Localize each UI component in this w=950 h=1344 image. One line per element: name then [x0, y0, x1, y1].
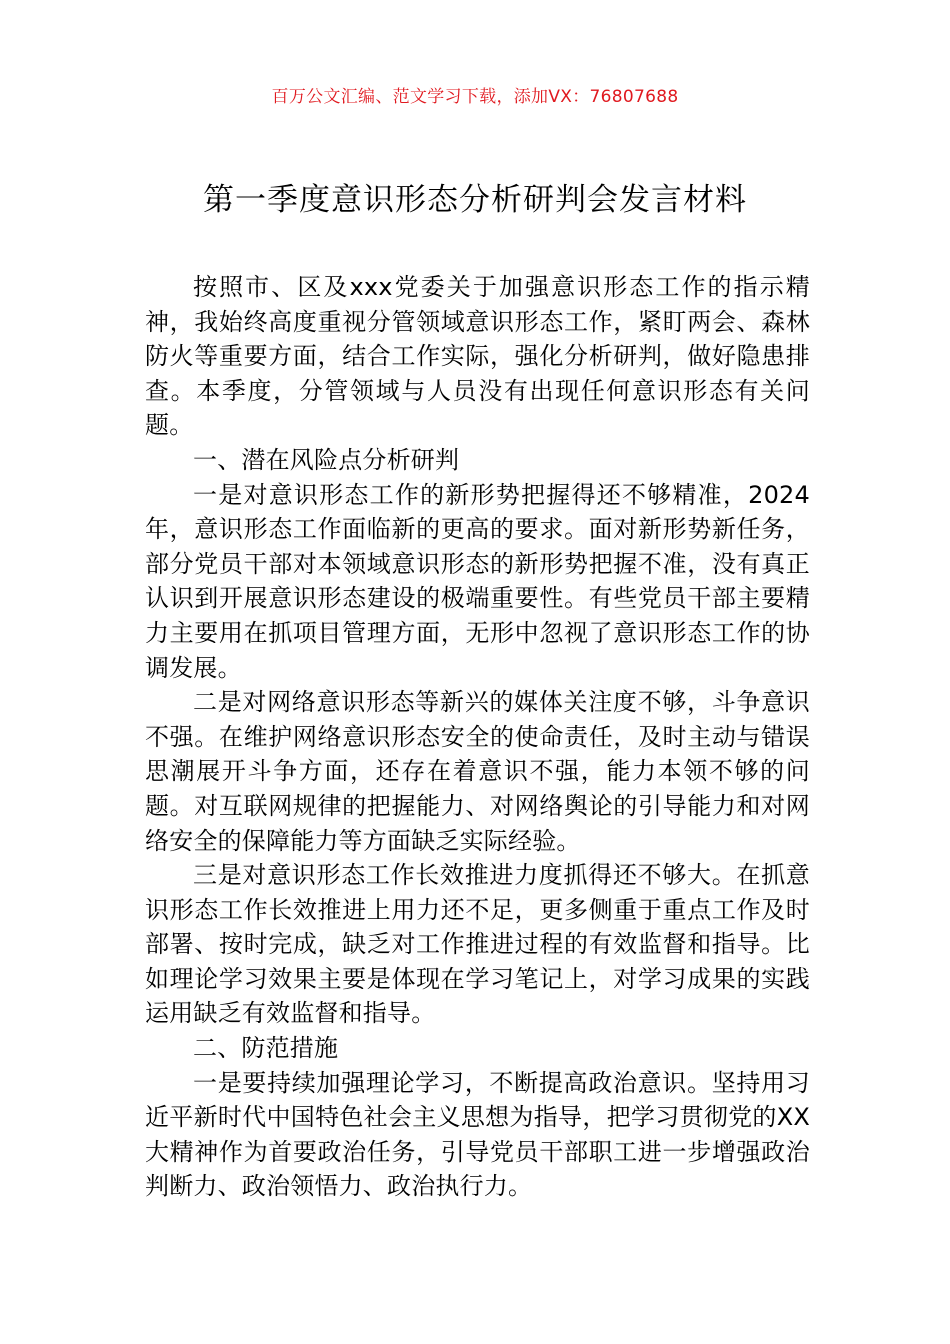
- promo-watermark: 百万公文汇编、范文学习下载，添加VX：76807688: [271, 87, 679, 107]
- risk-paragraph-1: 一是对意识形态工作的新形势把握得还不够精准，2024年，意识形态工作面临新的更高的要求。面对新形势新任务，部分党员干部对本领域意识形态的新形势把握不准，没有真正认识到开展意识形态建设的极端重要性。有些党员干部主要精力主要用在抓项目管理方面，无形中忽视了意识形态工作的协调发展。: [145, 480, 810, 682]
- risk-paragraph-3: 三是对意识形态工作长效推进力度抓得还不够大。在抓意识形态工作长效推进上用力还不足，更多侧重于重点工作及时部署、按时完成，缺乏对工作推进过程的有效监督和指导。比如理论学习效果主要是体现在学习笔记上，对学习成果的实践运用缺乏有效监督和指导。: [145, 861, 810, 1028]
- measure-paragraph-1: 一是要持续加强理论学习，不断提高政治意识。坚持用习近平新时代中国特色社会主义思想为指导，把学习贯彻党的XX大精神作为首要政治任务，引导党员干部职工进一步增强政治判断力、政治领悟力、政治执行力。: [145, 1068, 810, 1201]
- document-title: 第一季度意识形态分析研判会发言材料: [203, 182, 747, 218]
- section-heading-measures: 二、防范措施: [193, 1034, 339, 1063]
- intro-paragraph: 按照市、区及xxx党委关于加强意识形态工作的指示精神，我始终高度重视分管领域意识形态工作，紧盯两会、森林防火等重要方面，结合工作实际，强化分析研判，做好隐患排查。本季度，分管领域与人员没有出现任何意识形态有关问题。: [145, 273, 810, 440]
- document-body: [145, 270, 810, 1204]
- risk-paragraph-2: 二是对网络意识形态等新兴的媒体关注度不够，斗争意识不强。在维护网络意识形态安全的使命责任，及时主动与错误思潮展开斗争方面，还存在着意识不强，能力本领不够的问题。对互联网规律的把握能力、对网络舆论的引导能力和对网络安全的保障能力等方面缺乏实际经验。: [145, 688, 810, 855]
- section-heading-risk-analysis: 一、潜在风险点分析研判: [193, 445, 460, 474]
